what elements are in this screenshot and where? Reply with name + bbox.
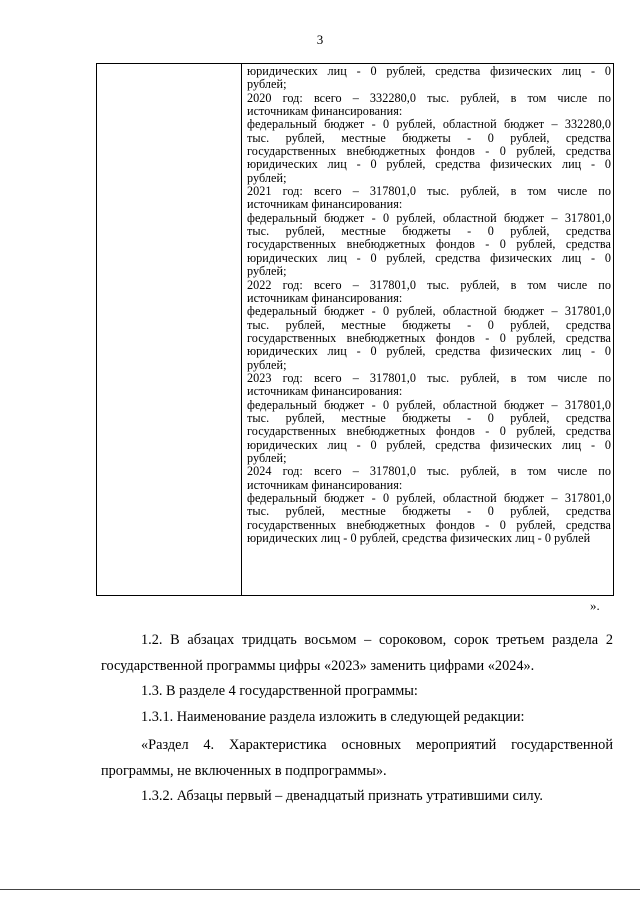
table-column-divider bbox=[241, 64, 242, 595]
section-4-title-line-1: «Раздел 4. Характеристика основных мероприятий государственной bbox=[141, 737, 613, 753]
financing-line: источникам финансирования: bbox=[247, 290, 403, 305]
paragraph-1-2 bbox=[101, 627, 613, 679]
page-number: 3 bbox=[316, 32, 324, 47]
section-4-title-line-2: программы, не включенных в подпрограммы». bbox=[101, 763, 387, 779]
financing-line: федеральный бюджет - 0 рублей, областной бюджет – 317801,0 bbox=[247, 304, 611, 319]
financing-line: тыс. рублей, местные бюджеты - 0 рублей, средства bbox=[247, 317, 611, 332]
passport-table bbox=[96, 63, 614, 596]
financing-line: государственных внебюджетных фондов - 0 рублей, средства bbox=[247, 424, 611, 439]
financing-line: юридических лиц - 0 рублей, средства физических лиц - 0 bbox=[247, 157, 611, 172]
financing-line: юридических лиц - 0 рублей, средства физических лиц - 0 bbox=[247, 250, 611, 265]
paragraph-1-3-2: 1.3.2. Абзацы первый – двенадцатый признать утратившими силу. bbox=[141, 788, 543, 804]
paragraph-1-3: 1.3. В разделе 4 государственной программы: bbox=[141, 683, 418, 699]
financing-cell bbox=[247, 65, 611, 545]
page-bottom-edge bbox=[0, 889, 640, 890]
financing-line: юридических лиц - 0 рублей, средства физических лиц - 0 bbox=[247, 344, 611, 359]
financing-line: источникам финансирования: bbox=[247, 197, 403, 212]
financing-line: 2022 год: всего – 317801,0 тыс. рублей, в том числе по bbox=[247, 277, 611, 292]
financing-line: источникам финансирования: bbox=[247, 384, 403, 399]
paragraph-1-2-line-1: 1.2. В абзацах тридцать восьмом – сороковом, сорок третьем раздела 2 bbox=[141, 632, 613, 648]
financing-line: юридических лиц - 0 рублей, средства физических лиц - 0 рублей bbox=[247, 531, 591, 546]
financing-line: рублей; bbox=[247, 450, 287, 465]
financing-line: источникам финансирования: bbox=[247, 477, 403, 492]
financing-line: рублей; bbox=[247, 264, 287, 279]
financing-line: юридических лиц - 0 рублей, средства физических лиц - 0 bbox=[247, 64, 611, 78]
financing-line: государственных внебюджетных фондов - 0 рублей, средства bbox=[247, 517, 611, 532]
financing-line: рублей; bbox=[247, 77, 287, 92]
financing-line: 2020 год: всего – 332280,0 тыс. рублей, в том числе по bbox=[247, 90, 611, 105]
financing-line: государственных внебюджетных фондов - 0 рублей, средства bbox=[247, 144, 611, 159]
financing-line: 2024 год: всего – 317801,0 тыс. рублей, в том числе по bbox=[247, 464, 611, 479]
paragraph-1-2-line-2: государственной программы цифры «2023» заменить цифрами «2024». bbox=[101, 658, 535, 674]
financing-line: федеральный бюджет - 0 рублей, областной бюджет – 317801,0 bbox=[247, 210, 611, 225]
financing-line: источникам финансирования: bbox=[247, 104, 403, 119]
financing-line: федеральный бюджет - 0 рублей, областной бюджет – 317801,0 bbox=[247, 491, 611, 505]
financing-line: рублей; bbox=[247, 170, 287, 185]
financing-line: юридических лиц - 0 рублей, средства физических лиц - 0 bbox=[247, 437, 611, 452]
financing-line: государственных внебюджетных фондов - 0 рублей, средства bbox=[247, 237, 611, 252]
quote-close: ». bbox=[590, 598, 600, 613]
financing-line: тыс. рублей, местные бюджеты - 0 рублей, средства bbox=[247, 504, 611, 519]
financing-line: федеральный бюджет - 0 рублей, областной бюджет – 332280,0 bbox=[247, 117, 611, 132]
section-4-title-quote bbox=[101, 732, 613, 784]
financing-line: 2023 год: всего – 317801,0 тыс. рублей, в том числе по bbox=[247, 370, 611, 385]
financing-line: рублей; bbox=[247, 357, 287, 372]
financing-line: государственных внебюджетных фондов - 0 рублей, средства bbox=[247, 330, 611, 345]
financing-line: тыс. рублей, местные бюджеты - 0 рублей, средства bbox=[247, 130, 611, 145]
financing-line: 2021 год: всего – 317801,0 тыс. рублей, в том числе по bbox=[247, 184, 611, 199]
paragraph-1-3-1: 1.3.1. Наименование раздела изложить в следующей редакции: bbox=[141, 709, 525, 725]
financing-line: федеральный бюджет - 0 рублей, областной бюджет – 317801,0 bbox=[247, 397, 611, 412]
financing-line: тыс. рублей, местные бюджеты - 0 рублей, средства bbox=[247, 410, 611, 425]
financing-line: тыс. рублей, местные бюджеты - 0 рублей, средства bbox=[247, 224, 611, 239]
